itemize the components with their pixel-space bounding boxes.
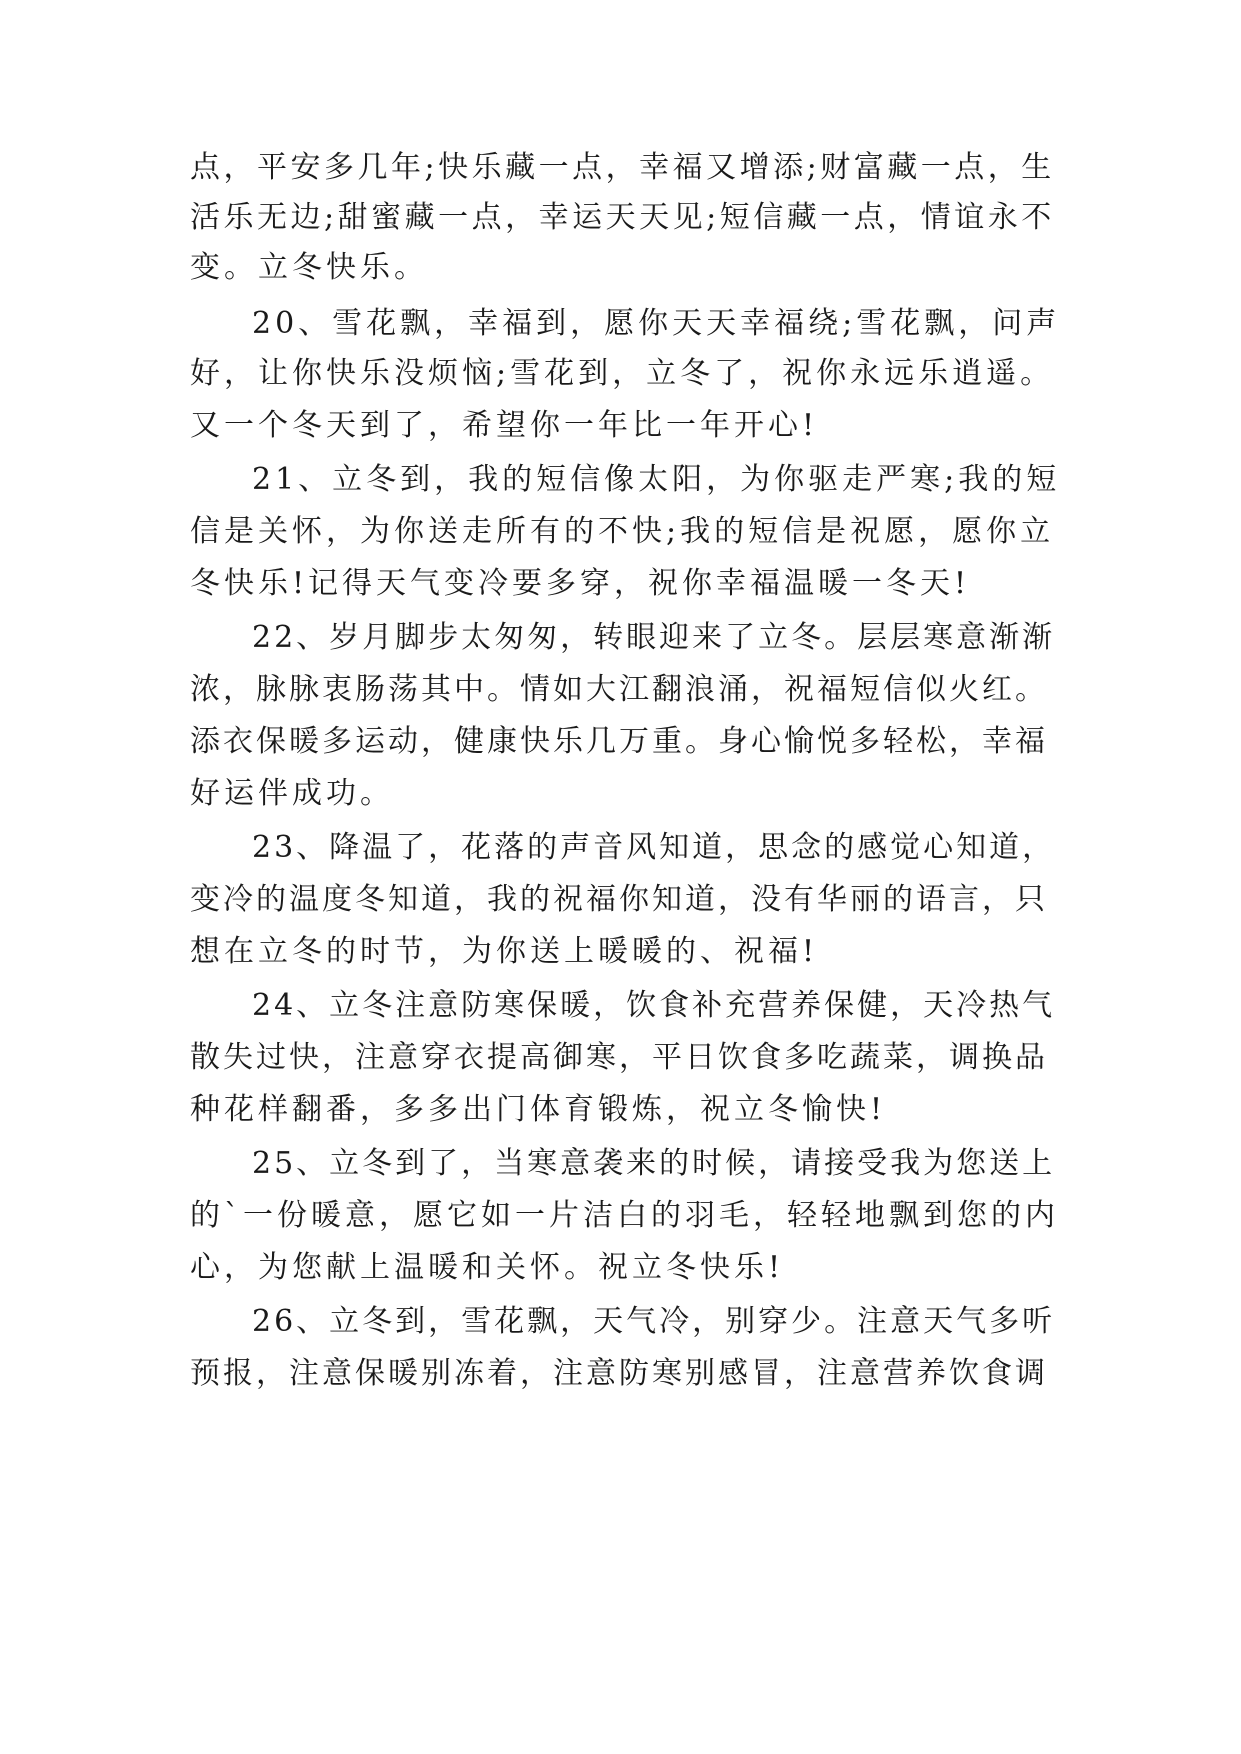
text-line: 变。立冬快乐。 xyxy=(190,250,428,285)
text-line: 点，平安多几年;快乐藏一点，幸福又增添;财富藏一点，生 xyxy=(190,150,1055,185)
text-line: 散失过快，注意穿衣提高御寒，平日饮食多吃蔬菜，调换品 xyxy=(190,1040,1048,1075)
text-line: 冬快乐!记得天气变冷要多穿，祝你幸福温暖一冬天! xyxy=(190,566,971,601)
text-line: 变冷的温度冬知道，我的祝福你知道，没有华丽的语言，只 xyxy=(190,882,1048,917)
text-line: 种花样翻番，多多出门体育锻炼，祝立冬愉快! xyxy=(190,1092,887,1127)
text-line: 活乐无边;甜蜜藏一点，幸运天天见;短信藏一点，情谊永不 xyxy=(190,200,1055,235)
text-line: 23、降温了，花落的声音风知道，思念的感觉心知道， xyxy=(252,830,1056,865)
text-line: 信是关怀，为你送走所有的不快;我的短信是祝愿，愿你立 xyxy=(190,514,1055,549)
text-line: 心，为您献上温暖和关怀。祝立冬快乐! xyxy=(190,1250,785,1285)
text-line: 好运伴成功。 xyxy=(190,776,394,811)
text-line: 添衣保暖多运动，健康快乐几万重。身心愉悦多轻松，幸福 xyxy=(190,724,1048,759)
text-line: 21、立冬到，我的短信像太阳，为你驱走严寒;我的短 xyxy=(252,462,1061,497)
text-line: 浓，脉脉衷肠荡其中。情如大江翻浪涌，祝福短信似火红。 xyxy=(190,672,1048,707)
text-line: 又一个冬天到了，希望你一年比一年开心! xyxy=(190,408,819,443)
text-line: 24、立冬注意防寒保暖，饮食补充营养保健，天冷热气 xyxy=(252,988,1056,1023)
text-line: 的`一份暖意，愿它如一片洁白的羽毛，轻轻地飘到您的内 xyxy=(190,1198,1059,1233)
text-line: 20、雪花飘，幸福到，愿你天天幸福绕;雪花飘，问声 xyxy=(252,306,1061,341)
text-line: 22、岁月脚步太匆匆，转眼迎来了立冬。层层寒意渐渐 xyxy=(252,620,1056,655)
text-line: 想在立冬的时节，为你送上暖暖的、祝福! xyxy=(190,934,819,969)
text-line: 预报，注意保暖别冻着，注意防寒别感冒，注意营养饮食调 xyxy=(190,1356,1048,1391)
text-line: 26、立冬到，雪花飘，天气冷，别穿少。注意天气多听 xyxy=(252,1304,1056,1339)
text-line: 好，让你快乐没烦恼;雪花到，立冬了，祝你永远乐逍遥。 xyxy=(190,356,1055,391)
text-line: 25、立冬到了，当寒意袭来的时候，请接受我为您送上 xyxy=(252,1146,1056,1181)
